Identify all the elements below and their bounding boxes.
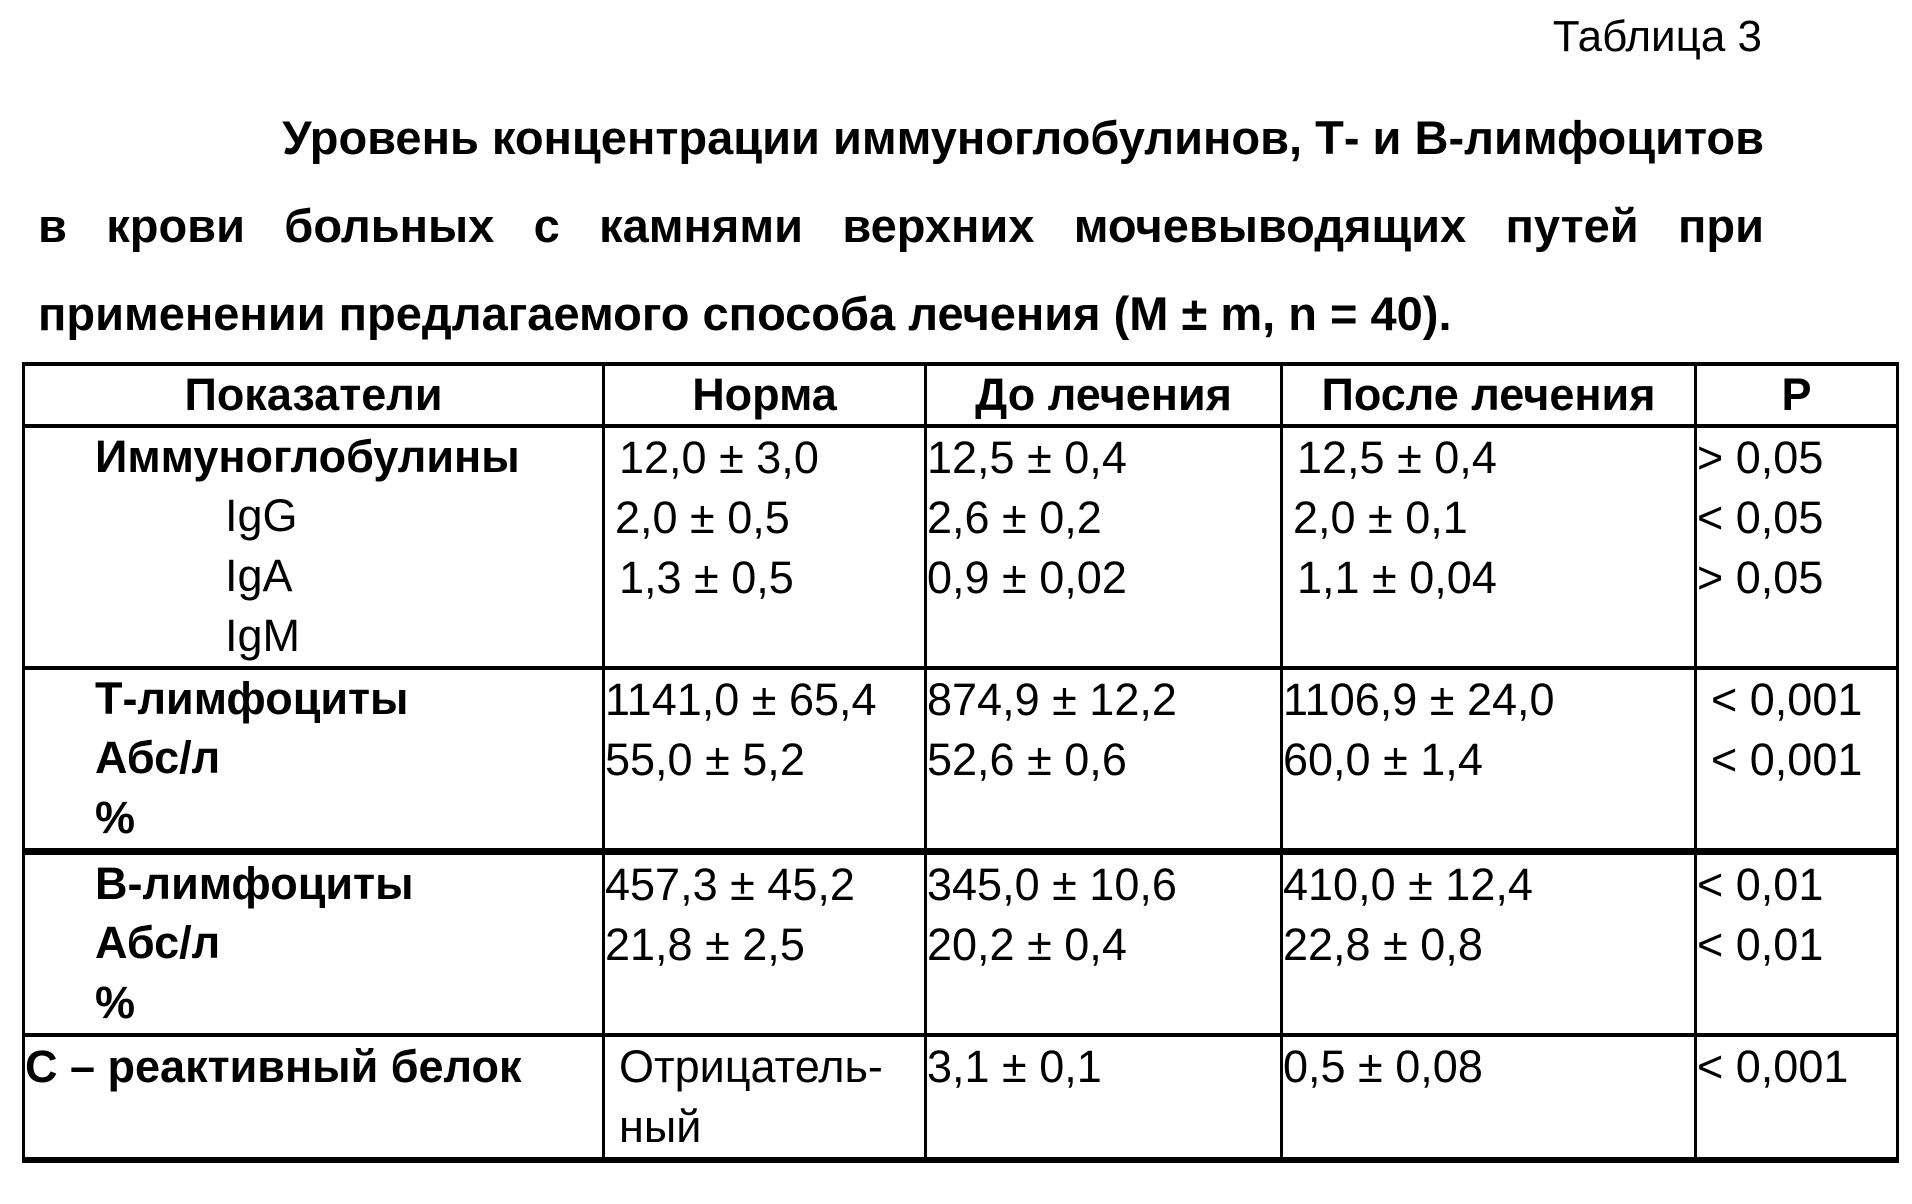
crp-before: 3,1 ± 0,1 xyxy=(926,1035,1282,1160)
header-after: После лечения xyxy=(1282,364,1696,426)
value-norma: 1141,0 ± 65,4 xyxy=(605,674,877,725)
value-after: 22,8 ± 0,8 xyxy=(1283,919,1483,970)
header-norma: Норма xyxy=(604,364,926,426)
row-label: IgG xyxy=(225,490,298,541)
table-row xyxy=(24,1035,1898,1160)
p-cell xyxy=(1696,852,1898,1036)
results-table xyxy=(22,362,1899,1163)
row-label: % xyxy=(95,977,136,1028)
value-after: 410,0 ± 12,4 xyxy=(1283,859,1533,910)
group-immunoglobulins xyxy=(24,426,1898,668)
crp-label: С – реактивный белок xyxy=(24,1035,604,1160)
before-cell xyxy=(926,852,1282,1036)
row-label-cell xyxy=(24,426,604,668)
value-p: < 0,01 xyxy=(1697,919,1824,970)
value-after: 2,0 ± 0,1 xyxy=(1293,492,1468,543)
value-norma: 21,8 ± 2,5 xyxy=(605,919,805,970)
caption-line-1: Уровень концентрации иммуноглобулинов, Т- и В-лимфоцитов xyxy=(282,111,1764,164)
value-before: 345,0 ± 10,6 xyxy=(927,859,1177,910)
table-row xyxy=(24,426,1898,668)
value-before: 12,5 ± 0,4 xyxy=(927,432,1127,483)
row-label: % xyxy=(95,792,136,843)
row-label-cell xyxy=(24,668,604,852)
value-before: 2,6 ± 0,2 xyxy=(927,492,1102,543)
group-crp xyxy=(24,1035,1898,1160)
row-label-cell xyxy=(24,852,604,1036)
norma-cell xyxy=(604,852,926,1036)
header-p: Р xyxy=(1696,364,1898,426)
value-after: 1106,9 ± 24,0 xyxy=(1283,674,1555,725)
p-cell xyxy=(1696,426,1898,668)
header-before: До лечения xyxy=(926,364,1282,426)
before-cell xyxy=(926,426,1282,668)
value-after: 60,0 ± 1,4 xyxy=(1283,734,1483,785)
after-cell xyxy=(1282,426,1696,668)
group-t-lymphocytes xyxy=(24,668,1898,852)
crp-p: < 0,001 xyxy=(1696,1035,1898,1160)
value-p: > 0,05 xyxy=(1697,432,1824,483)
value-norma: 12,0 ± 3,0 xyxy=(619,432,819,483)
p-cell xyxy=(1696,668,1898,852)
value-p: < 0,05 xyxy=(1697,492,1824,543)
value-after: 1,1 ± 0,04 xyxy=(1297,552,1497,603)
value-p: < 0,01 xyxy=(1697,859,1824,910)
caption-line-3: применении предлагаемого способа лечения (М ± m, n = 40). xyxy=(38,287,1452,340)
row-label: Абс/л xyxy=(95,917,221,968)
value-after: 12,5 ± 0,4 xyxy=(1297,432,1497,483)
caption-line-2: в крови больных с камнями верхних мочевыводящих путей при xyxy=(38,199,1764,252)
norma-cell xyxy=(604,668,926,852)
group-title: Т-лимфоциты xyxy=(95,673,409,724)
value-norma: 55,0 ± 5,2 xyxy=(605,734,805,785)
value-norma: 457,3 ± 45,2 xyxy=(605,859,855,910)
value-before: 52,6 ± 0,6 xyxy=(927,734,1127,785)
value-before: 874,9 ± 12,2 xyxy=(927,674,1177,725)
after-cell xyxy=(1282,852,1696,1036)
table-caption xyxy=(38,94,1764,358)
row-label: Абс/л xyxy=(95,732,221,783)
before-cell xyxy=(926,668,1282,852)
value-p: < 0,001 xyxy=(1711,674,1863,725)
value-norma: 1,3 ± 0,5 xyxy=(619,552,794,603)
value-norma: 2,0 ± 0,5 xyxy=(615,492,790,543)
group-b-lymphocytes xyxy=(24,852,1898,1036)
row-label: IgA xyxy=(225,550,293,601)
table-number: Таблица 3 xyxy=(1552,12,1762,61)
value-before: 0,9 ± 0,02 xyxy=(927,552,1127,603)
crp-after: 0,5 ± 0,08 xyxy=(1282,1035,1696,1160)
value-p: > 0,05 xyxy=(1697,552,1824,603)
header-indicator: Показатели xyxy=(24,364,604,426)
crp-norma: Отрицатель-ный xyxy=(604,1035,926,1160)
table-row xyxy=(24,852,1898,1036)
group-title: Иммуноглобулины xyxy=(95,431,520,482)
table-row xyxy=(24,668,1898,852)
row-label: IgM xyxy=(225,610,301,661)
header-row xyxy=(24,364,1898,426)
after-cell xyxy=(1282,668,1696,852)
group-title: В-лимфоциты xyxy=(95,858,414,909)
value-before: 20,2 ± 0,4 xyxy=(927,919,1127,970)
value-p: < 0,001 xyxy=(1711,734,1863,785)
norma-cell xyxy=(604,426,926,668)
